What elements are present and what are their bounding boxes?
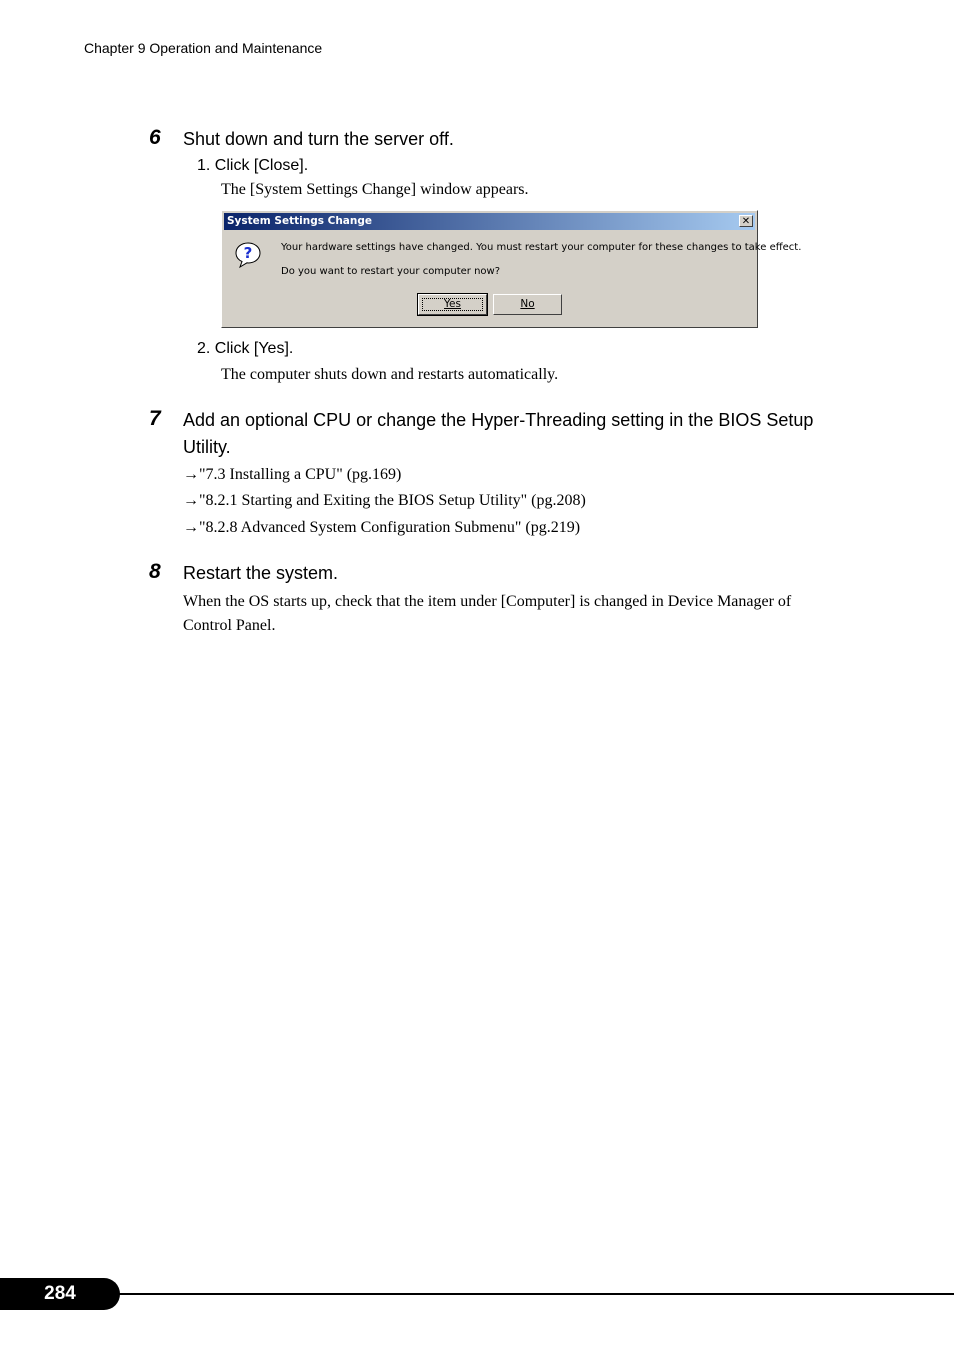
step-title-continued: Utility. <box>183 437 231 457</box>
step-title: Add an optional CPU or change the Hyper-Threading setting in the BIOS Setup <box>183 410 814 430</box>
step-number: 8 <box>149 560 161 583</box>
no-button-label: No <box>520 298 535 310</box>
step-number: 7 <box>149 407 161 430</box>
svg-text:?: ? <box>243 244 253 262</box>
dialog-question: Do you want to restart your computer now? <box>281 266 501 277</box>
step-title: Restart the system. <box>183 563 339 583</box>
system-settings-change-dialog <box>221 210 802 328</box>
focus-rect <box>422 298 483 311</box>
step-title: Shut down and turn the server off. <box>183 129 454 149</box>
dialog-titlebar <box>224 213 755 230</box>
reference-link[interactable]: →"8.2.1 Starting and Exiting the BIOS Setup Utility" (pg.208) <box>183 492 586 509</box>
substep-label: 2. Click [Yes]. <box>197 340 294 357</box>
close-icon[interactable]: ✕ <box>739 215 753 227</box>
step-number: 6 <box>149 126 161 149</box>
yes-button[interactable] <box>418 294 487 315</box>
yes-button-label: Yes <box>444 298 461 310</box>
reference-link[interactable]: →"7.3 Installing a CPU" (pg.169) <box>183 466 402 483</box>
footer-rule <box>110 1293 954 1295</box>
step-description-continued: Control Panel. <box>183 617 276 634</box>
page-number: 284 <box>0 1278 120 1310</box>
step-description: When the OS starts up, check that the item under [Computer] is changed in Device Manager of <box>183 593 792 610</box>
substep-description: The [System Settings Change] window appears. <box>221 181 529 198</box>
no-button[interactable] <box>493 294 562 315</box>
dialog-title: System Settings Change <box>227 215 372 227</box>
question-icon <box>234 241 262 269</box>
reference-link[interactable]: →"8.2.8 Advanced System Configuration Submenu" (pg.219) <box>183 519 581 536</box>
dialog-message: Your hardware settings have changed. You must restart your computer for these changes to take effect. <box>281 242 802 253</box>
substep-label: 1. Click [Close]. <box>197 157 309 174</box>
substep-description: The computer shuts down and restarts automatically. <box>221 366 559 383</box>
chapter-header: Chapter 9 Operation and Maintenance <box>84 40 323 56</box>
